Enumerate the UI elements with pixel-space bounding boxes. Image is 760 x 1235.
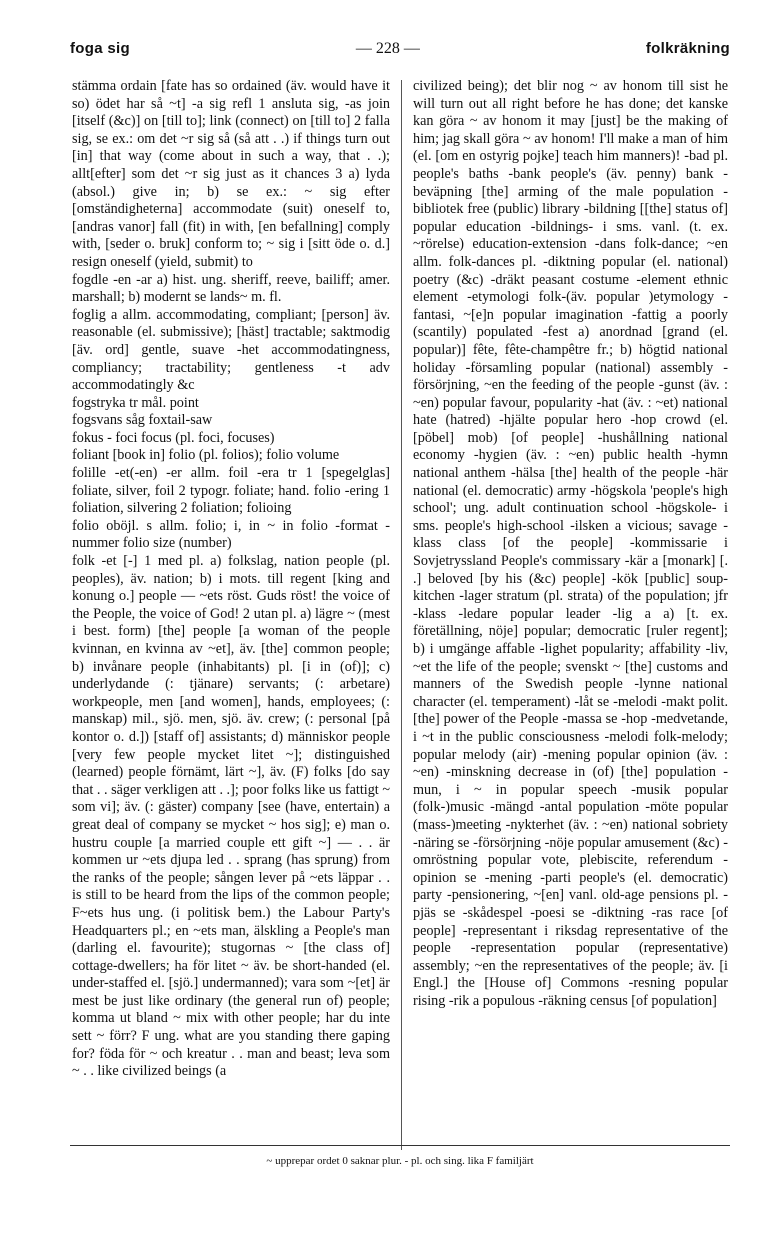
- dictionary-entry: folk -et [-] 1 med pl. a) folkslag, nation people (pl. peoples), äv. nation; b) i mots. till regent [king and konung o.] people — ~ets röst. Guds röst! the voice of the People, the voice of God! 2 utan pl. a) lägre ~ (mest i best. form) [the] people [a woman of the people kvinnan, en kvinna av ~et], äv. [the] common people; b) invånare people (inhabitants) pl. [i in (of)]; c) underlydande (: tjänare) servants; (: arbetare) workpeople, men [and women], hands, employees; (: manskap) mil., sjö. men, sjö. äv. crew; (: personal [på kontor o. d.]) [staff of] assistants; d) människor people [very few people mycket litet ~]; distinguished (learned) people förnämt, lärt ~], äv. (F) folks [do say that . . säger verkligen att . .]; poor folks like us fattigt ~ som vi]; äv. (: gäster) company [see (have, entertain) a great deal of company se mycket ~ hos sig]; e) man o. hustru couple [a married couple ett gift ~] — . . är kommen ur ~ets djupa led . . sprang (has sprung) from the ranks of the people; sången lever på ~ets läppar . . is still to be heard from the lips of the common people; F~ets hus ung. (i politisk bem.) the Labour Party's Headquarters pl.; en ~ets man, älskling a People's man (darling el. favourite); stugornas ~ [the class of] cottage-dwellers; ha för litet ~ äv. be short-handed (el. under-staffed el. [sjö.] undermanned); vara som ~[et] är mest be just like ordinary (the general run of) people; komma ut bland ~ mix with other people; har du inte sett ~ förr? F ung. what are you standing there gaping for? föda för ~ och kreatur . . man and beast; leva som ~ . . like civilized beings (a: [72, 553, 390, 1080]
- dictionary-entry: foliant [book in] folio (pl. folios); folio volume: [72, 447, 340, 464]
- dictionary-entry: folio oböjl. s allm. folio; i, in ~ in folio -format -nummer folio size (number): [72, 517, 390, 552]
- left-guide-word: foga sig: [70, 40, 130, 57]
- dictionary-entry: civilized being); det blir nog ~ av honom till sist he will turn out all right before he has done; det kanske kan göra ~ av honom it may [just] be the making of him; jag skall göra ~ av honom! I'll make a man of him (el. [om en ostyrig pojke] teach him manners)! -bad pl. people's baths -bank people's (äv. penny) bank -beväpning [the] arming of the male population -bibliotek free (public) library -bildning [[the] status of] popular education -bildnings- i sms. vanl. (t. ex. ~rörelse) education-extension -dans folk-dance; ~en allm. folk-dances pl. -diktning popular (el. national) poetry (&c) -dräkt peasant costume -element ethnic element -etymologi folk-(äv. popular )etymology -fantasi, ~[e]n popular imagination -fattig a poorly (scantily) populated -fest a) anordnad [grand (el. popular)] fête, fête-champêtre fr.; b) högtid national holiday -församling popular (national) assembly -försörjning, ~en the feeding of the people -gunst (äv. : ~en) popular favour, popularity -hat (äv. : ~et) national hate (hatred) -hjälte popular hero -hop crowd (el. [pöbel] mob) [of people] -hushållning national economy -hygien (äv. : ~en) public health -hymn national anthem -hälsa [the] health of the people -här national (el. democratic) army -högskola 'people's high school'; ung. adult continuation school -högskole- i sms. people's high-school -ilsken a vicious; savage -klass class [of the people] -kommissarie i Sovjetryssland People's commissary -kär a [monark] [. .] beloved [by his (&c) people] -kök [public] soup-kitchen -lager stratum (pl. strata) of the population; jfr -klass -ledare popular leader -lig a a) [t. ex. företällning, nöje] popular; democratic [ruler regent]; b) i umgänge affable -lighet popularity; affability -liv, ~et the life of the people; svenskt ~ [the] customs and manners of the Swedish people -lynne national character (el. temperament) -låt se -melodi -makt polit. [the] power of the People -massa se -hop -medvetande, i ~t in the public consciousness -melodi folk-melody; popular melody (air) -mening popular opinion (äv. : ~en) -minskning decrease in (of) [the] population -mun, i ~ in popular speech -musik popular (folk-)music -mängd -antal population -möte popular (mass-)meeting -nykterhet (äv. : ~en) national sobriety -näring se -försörjning -nöje popular amusement (&c) -omröstning popular vote, plebiscite, referendum -opinion se -mening -parti people's (el. democratic) party -pensionering, ~[en] vanl. old-age pensions pl. -pjäs se -skådespel -poesi se -diktning -ras race [of people] -representant i riksdag representative of the people -representation popular (representative) assembly; ~en the representatives of the people; äv. [i Engl.] the [House of] Commons -resning popular rising -rik a populous -räkning census [of population]: [413, 78, 728, 1009]
- dictionary-entry: folille -et(-en) -er allm. foil -era tr 1 [spegelglas] foliate, silver, foil 2 typogr. foliate; hand. folio -ering 1 foliation, silvering 2 foliation; folioing: [72, 465, 390, 517]
- footnote-rule: [70, 1145, 730, 1146]
- dictionary-entry: fogsvans såg foxtail-saw: [72, 412, 213, 429]
- left-column: [72, 78, 390, 1138]
- right-column: [413, 78, 728, 1138]
- dictionary-entry: fokus - foci focus (pl. foci, focuses): [72, 429, 275, 446]
- right-guide-word: folkräkning: [645, 40, 730, 57]
- dictionary-entry: fogstryka tr mål. point: [72, 394, 199, 411]
- column-divider: [401, 80, 402, 1150]
- page-number: — 228 —: [355, 40, 420, 57]
- dictionary-entry: foglig a allm. accommodating, compliant; [person] äv. reasonable (el. submissive); [häst] tractable; saktmodig [äv. ord] gentle, suave -het accommodatingness, compliancy; tractability; gentleness -t adv accommodatingly &c: [72, 306, 390, 394]
- dictionary-entry: fogdle -en -ar a) hist. ung. sheriff, reeve, bailiff; amer. marshall; b) modernt se lands~ m. fl.: [72, 271, 390, 306]
- abbreviation-footnote: ~ upprepar ordet 0 saknar plur. - pl. och sing. lika F familjärt: [266, 1155, 534, 1167]
- dictionary-entry: stämma ordain [fate has so ordained (äv. would have it so) ödet har så ~t] -a sig refl 1 ansluta sig, -as join [itself (&c)] on [till to]; link (connect) on [till to] 2 falla sig, se ex.: om det ~r sig så (så att . .) if things turn out [in] that way (come about in such a way, that . .); allt[efter] som det ~r sig just as it chances 3 a) lyda (absol.) give in; b) se ex.: ~ sig efter [omständigheterna] accommodate (suit) oneself to, [andras vanor] fall (fit) in with, [en befallning] comply with, [seder o. bruk] conform to; ~ sig i [sitt öde o. d.] resign oneself (yield, submit) to: [72, 78, 390, 270]
- page-header: [70, 40, 730, 68]
